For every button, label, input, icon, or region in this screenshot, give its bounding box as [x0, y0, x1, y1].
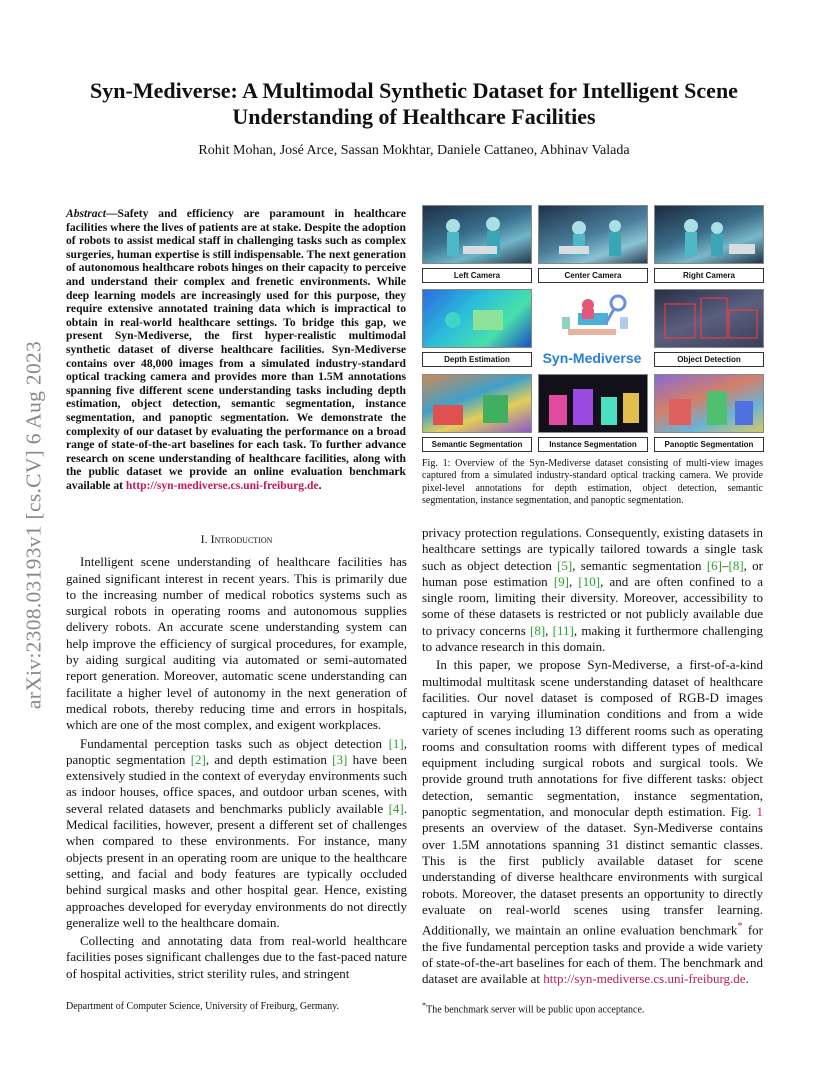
citation-link[interactable]: [5] — [557, 557, 573, 573]
text-span: . — [745, 971, 749, 987]
label-panoptic-segmentation: Panoptic Segmentation — [654, 437, 764, 452]
text-span: Fundamental perception tasks such as object detection — [80, 735, 389, 751]
citation-link[interactable]: [11] — [552, 622, 574, 638]
right-column — [422, 525, 763, 990]
syn-mediverse-logo — [538, 289, 646, 366]
left-column — [66, 531, 407, 984]
citation-link[interactable]: [10] — [578, 573, 601, 589]
depth-image — [422, 289, 532, 348]
text-span: , and are often confined to a single room, limiting their diversity. Moreover, accessibility to some of these datasets is restricted or not publicly available due to privacy concerns — [422, 573, 763, 638]
text-span: , and depth estimation — [205, 751, 333, 767]
text-span: , — [569, 573, 579, 589]
text-span: , or human pose estimation — [422, 557, 763, 589]
semantic-image — [422, 374, 532, 433]
citation-link[interactable]: [1] — [388, 735, 404, 751]
label-object-detection: Object Detection — [654, 352, 764, 367]
section-title: Introduction — [210, 532, 273, 546]
text-span: privacy protection regulations. Consequently, existing datasets in healthcare settings are typically tailored towards a single task such as object detection — [422, 525, 763, 573]
abstract-link[interactable]: http://syn-mediverse.cs.uni-freiburg.de — [125, 478, 319, 492]
paper-title: Syn-Mediverse: A Multimodal Synthetic Dataset for Intelligent Scene Understanding of Healthcare Facilities — [90, 78, 738, 129]
footnote-star: * — [422, 1001, 427, 1010]
right-paragraph-2 — [422, 657, 763, 987]
label-right-camera: Right Camera — [654, 268, 764, 283]
left-camera-scene — [423, 206, 531, 263]
text-span: , semantic segmentation — [572, 557, 707, 573]
text-span: , — [545, 622, 553, 638]
text-span: – — [721, 557, 729, 573]
intro-paragraph-3: Collecting and annotating data from real-world healthcare facilities poses significant challenges due to the fast-paced nature of hospital activities, strict sterility rules, and stringent — [66, 933, 407, 981]
instance-image — [538, 374, 648, 433]
label-depth-estimation: Depth Estimation — [422, 352, 532, 367]
abstract-text: Safety and efficiency are paramount in healthcare facilities where the lives of patients are at stake. Despite the adoption of robots to assist medical staff in challenging tasks such as complex surgeries, human expertise is still indispensable. The next generation of autonomous healthcare robots hinges on their capacity to perceive and understand their complex and frenetic environments. While deep learning models are increasingly used for this purpose, they require extensive annotated training data which is impractical to obtain in real-world healthcare settings. To bridge this gap, we present Syn-Mediverse, the first hyper-realistic multimodal synthetic dataset of diverse healthcare facilities. Syn-Mediverse contains over 48,000 images from a simulated industry-standard optical tracking camera and provides more than 1.5M annotations spanning five different scene understanding tasks including depth estimation, object detection, semantic segmentation, instance segmentation, and panoptic segmentation. We demonstrate the complexity of our dataset by evaluating the performance on a broad range of state-of-the-art baselines for each task. To further advance research on scene understanding of healthcare facilities, along with the public dataset we provide an online evaluation benchmark available at — [66, 207, 406, 492]
section-heading — [66, 531, 407, 547]
text-span: , making it furthermore challenging to advance research in this domain. — [422, 622, 763, 655]
citation-link[interactable]: [2] — [190, 751, 206, 767]
label-semantic-segmentation: Semantic Segmentation — [422, 437, 532, 452]
overview-figure — [422, 205, 763, 455]
panoptic-image — [654, 374, 764, 433]
logo-text: Syn-Mediverse — [542, 350, 642, 366]
figure-caption: Fig. 1: Overview of the Syn-Mediverse dataset consisting of multi-view images captured from a simulated industry-standard optical tracking camera. We provide pixel-level annotations for depth estimation, object detection, semantic segmentation, instance segmentation, and panoptic segmentation. — [422, 458, 763, 506]
citation-link[interactable]: [9] — [553, 573, 570, 589]
intro-paragraph-2 — [66, 736, 407, 932]
right-camera-scene — [655, 206, 763, 263]
label-instance-segmentation: Instance Segmentation — [538, 437, 648, 452]
logo-graphic — [538, 289, 646, 345]
figure-link[interactable]: 1 — [756, 804, 763, 820]
detection-image — [654, 289, 764, 348]
right-paragraph-1 — [422, 525, 763, 655]
text-span: have been extensively studied in the context of everyday environments such as indoor houses, office spaces, and outdoor urban scenes, with several related datasets and benchmarks publicly available — [66, 751, 407, 816]
panoptic-scene — [655, 375, 763, 432]
abstract-dash: — — [105, 207, 118, 220]
citation-link[interactable]: [4] — [388, 800, 404, 816]
abstract — [66, 207, 406, 492]
arxiv-identifier-text: arXiv:2308.03193v1 [cs.CV] 6 Aug 2023 — [21, 340, 46, 710]
detection-scene — [655, 290, 763, 347]
arxiv-identifier — [22, 285, 46, 765]
semantic-scene — [423, 375, 531, 432]
abstract-label: Abstract — [66, 207, 106, 220]
left-camera-image — [422, 205, 532, 264]
citation-link[interactable]: [6] — [706, 557, 722, 573]
abstract-end: . — [318, 478, 322, 492]
section-numeral: I. — [200, 532, 208, 546]
label-left-camera: Left Camera — [422, 268, 532, 283]
affiliation-footnote: Department of Computer Science, University of Freiburg, Germany. — [66, 1001, 339, 1012]
center-camera-image — [538, 205, 648, 264]
citation-link[interactable]: [3] — [332, 751, 348, 767]
citation-link[interactable]: [8] — [530, 622, 546, 638]
depth-scene — [423, 290, 531, 347]
text-span: presents an overview of the dataset. Syn-Mediverse contains over 1.5M annotations spanning 31 distinct semantic classes. This is the first publicly available dataset for scene understanding of diverse healthcare environments with surgical robots. Moreover, the dataset presents an opportunity to directly evaluate on real-world scenes using transfer learning. Additionally, we maintain an online evaluation benchmark — [422, 820, 763, 938]
footnote-marker[interactable]: * — [737, 920, 743, 933]
right-camera-image — [654, 205, 764, 264]
dataset-link[interactable]: http://syn-mediverse.cs.uni-freiburg.de — [543, 971, 746, 987]
center-camera-scene — [539, 206, 647, 263]
text-span: In this paper, we propose Syn-Mediverse, a first-of-a-kind multimodal multitask scene understanding dataset of healthcare facilities. Our novel dataset is composed of RGB-D images captured in varying illumination conditions and from a wide variety of scenes including 13 different rooms such as operating rooms and consultation rooms with different types of medical equipment including surgical robots and surgical tools. We provide ground truth annotations for five different tasks: object detection, semantic segmentation, instance segmentation, panoptic segmentation, and monocular depth estimation. Fig. — [422, 657, 763, 820]
text-span: . Medical facilities, however, present a different set of challenges when compared to these environments. For instance, many objects present in an operating room are unique to the healthcare setting, and facial and body features are typically occluded behind surgical masks and other hospital gear. Hence, existing approaches developed for everyday environments do not directly generalize well to the healthcare domain. — [66, 800, 407, 930]
footnote-text: The benchmark server will be public upon acceptance. — [426, 1004, 645, 1016]
instance-scene — [539, 375, 647, 432]
author-list: Rohit Mohan, José Arce, Sassan Mokhtar, Daniele Cattaneo, Abhinav Valada — [198, 143, 630, 158]
citation-link[interactable]: [8] — [728, 557, 744, 573]
intro-paragraph-1: Intelligent scene understanding of healthcare facilities has gained significant interest in recent years. This is primarily due to the increasing number of medical robotics systems such as surgical robots in operating rooms and autonomous supplies delivery robots. An accurate scene understanding system can help improve the efficiency of surgical procedures, for example, by aiding surgical auditing via automated or semi-automated report generation. Moreover, automatic scene understanding can facilitate a higher level of autonomy in the next generation of medical robots, thereby reducing time and errors in hospitals, which are one of the most complex, and exigent workplaces. — [66, 554, 407, 733]
label-center-camera: Center Camera — [538, 268, 648, 283]
text-span: , panoptic segmentation — [66, 735, 407, 767]
text-span: for the five fundamental perception tasks and provide a wide variety of state-of-the-art baselines for each of them. The benchmark and dataset are available at — [422, 922, 763, 987]
benchmark-footnote — [422, 1001, 762, 1015]
